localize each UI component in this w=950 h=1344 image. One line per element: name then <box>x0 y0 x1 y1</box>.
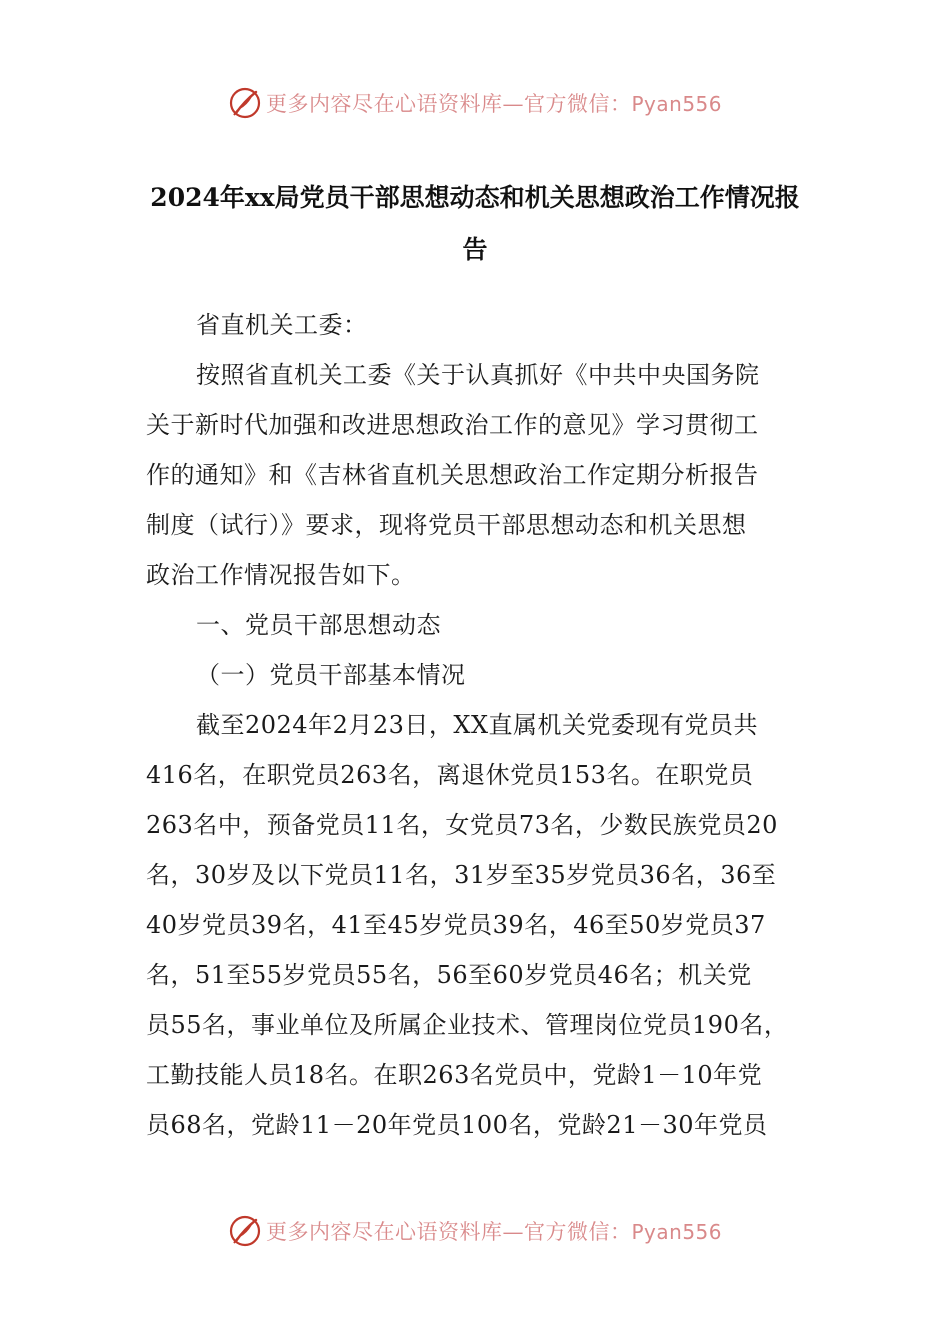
watermark-text: 更多内容尽在心语资料库—官方微信：Pyan556 <box>265 1220 722 1244</box>
paragraph-line: 制度（试行）》要求，现将党员干部思想动态和机关思想 <box>146 511 747 539</box>
watermark-text: 更多内容尽在心语资料库—官方微信：Pyan556 <box>265 92 722 116</box>
paragraph-line: 关于新时代加强和改进思想政治工作的意见》学习贯彻工 <box>146 411 759 439</box>
wechat-id: Pyan556 <box>631 1220 722 1244</box>
paragraph-line: 40岁党员39名，41至45岁党员39名，46至50岁党员37 <box>146 911 766 939</box>
paragraph-line: 416名，在职党员263名，离退休党员153名。在职党员 <box>146 761 754 789</box>
quill-logo-icon <box>228 1214 262 1248</box>
paragraph-line: 员68名，党龄11－20年党员100名，党龄21－30年党员 <box>146 1111 768 1139</box>
paragraph-line: 工勤技能人员18名。在职263名党员中，党龄1－10年党 <box>146 1061 763 1089</box>
footer-watermark <box>0 1211 950 1251</box>
paragraph-line: 员55名，事业单位及所属企业技术、管理岗位党员190名， <box>146 1011 789 1039</box>
subsection-heading: （一）党员干部基本情况 <box>196 661 466 689</box>
section-heading: 一、党员干部思想动态 <box>196 611 441 639</box>
document-title <box>140 172 810 276</box>
title-line-2: 告 <box>462 235 488 264</box>
paragraph-line: 政治工作情况报告如下。 <box>146 561 416 589</box>
paragraph-line: 263名中，预备党员11名，女党员73名，少数民族党员20 <box>146 811 778 839</box>
paragraph-line: 截至2024年2月23日，XX直属机关党委现有党员共 <box>196 711 759 739</box>
paragraph-line: 按照省直机关工委《关于认真抓好《中共中央国务院 <box>196 361 760 389</box>
paragraph-line: 名，30岁及以下党员11名，31岁至35岁党员36名，36至 <box>146 861 777 889</box>
paragraph-line: 名，51至55岁党员55名，56至60岁党员46名；机关党 <box>146 961 752 989</box>
wechat-id: Pyan556 <box>631 92 722 116</box>
quill-logo-icon <box>228 86 262 120</box>
paragraph-line: 作的通知》和《吉林省直机关思想政治工作定期分析报告 <box>146 461 759 489</box>
title-line-1: 2024年xx局党员干部思想动态和机关思想政治工作情况报 <box>150 183 800 212</box>
header-watermark <box>0 83 950 123</box>
salutation: 省直机关工委： <box>196 311 368 339</box>
